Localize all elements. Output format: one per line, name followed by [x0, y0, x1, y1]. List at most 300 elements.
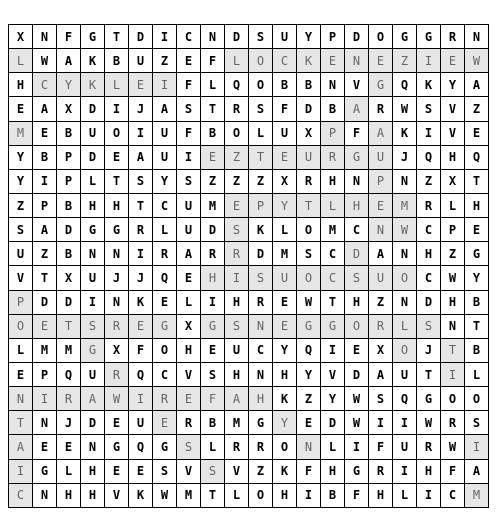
letter-cell[interactable]: P	[57, 145, 81, 169]
letter-cell[interactable]: N	[33, 25, 57, 49]
letter-cell[interactable]: I	[417, 483, 441, 507]
letter-cell[interactable]: F	[273, 97, 297, 121]
letter-cell[interactable]: Y	[273, 411, 297, 435]
letter-cell[interactable]: U	[225, 338, 249, 362]
letter-cell[interactable]: U	[393, 435, 417, 459]
letter-cell[interactable]: H	[441, 290, 465, 314]
letter-cell[interactable]: D	[297, 97, 321, 121]
letter-cell[interactable]: I	[345, 435, 369, 459]
letter-cell[interactable]: L	[273, 218, 297, 242]
letter-cell[interactable]: L	[393, 314, 417, 338]
letter-cell[interactable]: V	[321, 362, 345, 386]
letter-cell[interactable]: Q	[57, 362, 81, 386]
letter-cell[interactable]: P	[441, 218, 465, 242]
letter-cell[interactable]: D	[81, 411, 105, 435]
letter-cell[interactable]: L	[465, 362, 489, 386]
letter-cell[interactable]: I	[81, 290, 105, 314]
letter-cell[interactable]: B	[57, 193, 81, 217]
letter-cell[interactable]: G	[393, 25, 417, 49]
letter-cell[interactable]: N	[321, 73, 345, 97]
letter-cell[interactable]: F	[201, 49, 225, 73]
letter-cell[interactable]: G	[417, 25, 441, 49]
letter-cell[interactable]: H	[273, 483, 297, 507]
letter-cell[interactable]: N	[297, 435, 321, 459]
letter-cell[interactable]: D	[81, 97, 105, 121]
letter-cell[interactable]: N	[369, 218, 393, 242]
letter-cell[interactable]: G	[105, 218, 129, 242]
letter-cell[interactable]: O	[297, 266, 321, 290]
letter-cell[interactable]: H	[225, 290, 249, 314]
letter-cell[interactable]: O	[249, 73, 273, 97]
letter-cell[interactable]: B	[33, 145, 57, 169]
letter-cell[interactable]: P	[9, 290, 33, 314]
letter-cell[interactable]: Y	[9, 169, 33, 193]
letter-cell[interactable]: R	[441, 25, 465, 49]
letter-cell[interactable]: B	[321, 97, 345, 121]
letter-cell[interactable]: E	[33, 435, 57, 459]
letter-cell[interactable]: L	[153, 218, 177, 242]
letter-cell[interactable]: V	[441, 121, 465, 145]
letter-cell[interactable]: D	[201, 218, 225, 242]
letter-cell[interactable]: R	[369, 314, 393, 338]
letter-cell[interactable]: G	[369, 73, 393, 97]
letter-cell[interactable]: K	[129, 483, 153, 507]
letter-cell[interactable]: F	[129, 338, 153, 362]
letter-cell[interactable]: H	[201, 266, 225, 290]
letter-cell[interactable]: Q	[393, 73, 417, 97]
letter-cell[interactable]: O	[393, 266, 417, 290]
letter-cell[interactable]: R	[225, 242, 249, 266]
letter-cell[interactable]: J	[129, 97, 153, 121]
letter-cell[interactable]: I	[9, 459, 33, 483]
letter-cell[interactable]: T	[465, 314, 489, 338]
letter-cell[interactable]: T	[249, 145, 273, 169]
letter-cell[interactable]: I	[393, 459, 417, 483]
letter-cell[interactable]: M	[225, 411, 249, 435]
letter-cell[interactable]: Z	[225, 169, 249, 193]
letter-cell[interactable]: I	[441, 362, 465, 386]
letter-cell[interactable]: C	[417, 218, 441, 242]
letter-cell[interactable]: V	[345, 73, 369, 97]
letter-cell[interactable]: P	[33, 362, 57, 386]
letter-cell[interactable]: O	[465, 387, 489, 411]
letter-cell[interactable]: K	[417, 73, 441, 97]
letter-cell[interactable]: W	[441, 266, 465, 290]
letter-cell[interactable]: A	[57, 49, 81, 73]
letter-cell[interactable]: B	[321, 483, 345, 507]
letter-cell[interactable]: R	[369, 97, 393, 121]
letter-cell[interactable]: U	[153, 121, 177, 145]
letter-cell[interactable]: J	[393, 145, 417, 169]
letter-cell[interactable]: Z	[417, 169, 441, 193]
letter-cell[interactable]: G	[81, 218, 105, 242]
letter-cell[interactable]: S	[249, 97, 273, 121]
letter-cell[interactable]: U	[177, 193, 201, 217]
letter-cell[interactable]: M	[201, 193, 225, 217]
letter-cell[interactable]: I	[417, 49, 441, 73]
letter-cell[interactable]: Q	[129, 435, 153, 459]
letter-cell[interactable]: V	[225, 459, 249, 483]
letter-cell[interactable]: D	[321, 411, 345, 435]
letter-cell[interactable]: Z	[249, 459, 273, 483]
letter-cell[interactable]: N	[81, 435, 105, 459]
letter-cell[interactable]: G	[33, 459, 57, 483]
letter-cell[interactable]: G	[105, 435, 129, 459]
letter-cell[interactable]: D	[33, 290, 57, 314]
letter-cell[interactable]: Y	[57, 73, 81, 97]
letter-cell[interactable]: N	[33, 483, 57, 507]
letter-cell[interactable]: G	[153, 435, 177, 459]
letter-cell[interactable]: E	[345, 338, 369, 362]
letter-cell[interactable]: S	[81, 314, 105, 338]
letter-cell[interactable]: J	[57, 411, 81, 435]
letter-cell[interactable]: C	[153, 193, 177, 217]
letter-cell[interactable]: Y	[297, 362, 321, 386]
letter-cell[interactable]: Y	[273, 338, 297, 362]
letter-cell[interactable]: N	[81, 242, 105, 266]
letter-cell[interactable]: K	[129, 290, 153, 314]
letter-cell[interactable]: L	[321, 193, 345, 217]
letter-cell[interactable]: N	[393, 242, 417, 266]
letter-cell[interactable]: C	[153, 362, 177, 386]
letter-cell[interactable]: O	[153, 338, 177, 362]
letter-cell[interactable]: J	[129, 266, 153, 290]
letter-cell[interactable]: Q	[129, 362, 153, 386]
letter-cell[interactable]: L	[9, 338, 33, 362]
letter-cell[interactable]: E	[273, 314, 297, 338]
letter-cell[interactable]: W	[465, 49, 489, 73]
letter-cell[interactable]: R	[105, 362, 129, 386]
letter-cell[interactable]: F	[177, 121, 201, 145]
letter-cell[interactable]: N	[345, 169, 369, 193]
letter-cell[interactable]: G	[345, 459, 369, 483]
letter-cell[interactable]: L	[321, 435, 345, 459]
letter-cell[interactable]: X	[177, 314, 201, 338]
letter-cell[interactable]: W	[393, 218, 417, 242]
letter-cell[interactable]: N	[33, 411, 57, 435]
letter-cell[interactable]: O	[249, 49, 273, 73]
letter-cell[interactable]: I	[225, 266, 249, 290]
letter-cell[interactable]: Z	[297, 387, 321, 411]
letter-cell[interactable]: E	[105, 145, 129, 169]
letter-cell[interactable]: S	[225, 314, 249, 338]
letter-cell[interactable]: R	[369, 459, 393, 483]
letter-cell[interactable]: C	[249, 338, 273, 362]
letter-cell[interactable]: Y	[441, 73, 465, 97]
letter-cell[interactable]: E	[105, 411, 129, 435]
letter-cell[interactable]: Z	[201, 169, 225, 193]
letter-cell[interactable]: Q	[465, 145, 489, 169]
letter-cell[interactable]: P	[57, 169, 81, 193]
letter-cell[interactable]: E	[57, 435, 81, 459]
letter-cell[interactable]: L	[105, 73, 129, 97]
letter-cell[interactable]: G	[201, 314, 225, 338]
letter-cell[interactable]: B	[297, 73, 321, 97]
letter-cell[interactable]: F	[345, 483, 369, 507]
letter-cell[interactable]: H	[81, 483, 105, 507]
letter-cell[interactable]: N	[441, 314, 465, 338]
letter-cell[interactable]: E	[369, 49, 393, 73]
letter-cell[interactable]: R	[249, 290, 273, 314]
letter-cell[interactable]: T	[129, 193, 153, 217]
letter-cell[interactable]: G	[345, 145, 369, 169]
letter-cell[interactable]: D	[345, 242, 369, 266]
letter-cell[interactable]: L	[225, 483, 249, 507]
letter-cell[interactable]: H	[177, 338, 201, 362]
letter-cell[interactable]: U	[81, 121, 105, 145]
letter-cell[interactable]: F	[441, 459, 465, 483]
letter-cell[interactable]: T	[321, 290, 345, 314]
letter-cell[interactable]: U	[297, 145, 321, 169]
letter-cell[interactable]: R	[105, 314, 129, 338]
letter-cell[interactable]: B	[465, 338, 489, 362]
letter-cell[interactable]: S	[177, 435, 201, 459]
letter-cell[interactable]: K	[297, 49, 321, 73]
letter-cell[interactable]: Y	[297, 25, 321, 49]
letter-cell[interactable]: S	[201, 459, 225, 483]
letter-cell[interactable]: O	[345, 314, 369, 338]
letter-cell[interactable]: S	[9, 218, 33, 242]
letter-cell[interactable]: G	[297, 314, 321, 338]
letter-cell[interactable]: O	[225, 121, 249, 145]
letter-cell[interactable]: A	[369, 121, 393, 145]
letter-cell[interactable]: A	[369, 362, 393, 386]
letter-cell[interactable]: Y	[273, 193, 297, 217]
letter-cell[interactable]: D	[345, 25, 369, 49]
letter-cell[interactable]: R	[321, 145, 345, 169]
letter-cell[interactable]: I	[33, 169, 57, 193]
letter-cell[interactable]: E	[153, 290, 177, 314]
letter-cell[interactable]: A	[33, 97, 57, 121]
letter-cell[interactable]: O	[297, 218, 321, 242]
letter-cell[interactable]: H	[225, 362, 249, 386]
letter-cell[interactable]: Y	[465, 266, 489, 290]
letter-cell[interactable]: T	[201, 97, 225, 121]
letter-cell[interactable]: F	[345, 121, 369, 145]
letter-cell[interactable]: T	[201, 483, 225, 507]
letter-cell[interactable]: C	[345, 218, 369, 242]
letter-cell[interactable]: R	[57, 387, 81, 411]
letter-cell[interactable]: I	[393, 411, 417, 435]
letter-cell[interactable]: N	[465, 25, 489, 49]
letter-cell[interactable]: M	[465, 483, 489, 507]
letter-cell[interactable]: W	[393, 97, 417, 121]
letter-cell[interactable]: Q	[297, 338, 321, 362]
letter-cell[interactable]: O	[249, 483, 273, 507]
letter-cell[interactable]: M	[321, 218, 345, 242]
letter-cell[interactable]: C	[9, 483, 33, 507]
letter-cell[interactable]: S	[225, 218, 249, 242]
letter-cell[interactable]: S	[129, 169, 153, 193]
letter-cell[interactable]: E	[201, 145, 225, 169]
letter-cell[interactable]: N	[249, 314, 273, 338]
letter-cell[interactable]: H	[249, 387, 273, 411]
letter-cell[interactable]: E	[273, 290, 297, 314]
letter-cell[interactable]: F	[57, 25, 81, 49]
letter-cell[interactable]: S	[249, 25, 273, 49]
letter-cell[interactable]: W	[345, 411, 369, 435]
letter-cell[interactable]: D	[249, 242, 273, 266]
letter-cell[interactable]: Q	[393, 387, 417, 411]
letter-cell[interactable]: Z	[33, 242, 57, 266]
letter-cell[interactable]: X	[57, 266, 81, 290]
letter-cell[interactable]: T	[57, 314, 81, 338]
letter-cell[interactable]: E	[321, 49, 345, 73]
letter-cell[interactable]: B	[105, 49, 129, 73]
letter-cell[interactable]: O	[273, 435, 297, 459]
letter-cell[interactable]: H	[465, 193, 489, 217]
letter-cell[interactable]: M	[33, 338, 57, 362]
letter-cell[interactable]: E	[129, 459, 153, 483]
letter-cell[interactable]: G	[81, 25, 105, 49]
letter-cell[interactable]: M	[57, 338, 81, 362]
letter-cell[interactable]: L	[249, 121, 273, 145]
letter-cell[interactable]: E	[177, 387, 201, 411]
letter-cell[interactable]: V	[177, 362, 201, 386]
letter-cell[interactable]: I	[129, 242, 153, 266]
letter-cell[interactable]: S	[153, 459, 177, 483]
letter-cell[interactable]: H	[105, 193, 129, 217]
letter-cell[interactable]: A	[33, 218, 57, 242]
letter-cell[interactable]: E	[297, 411, 321, 435]
letter-cell[interactable]: S	[465, 411, 489, 435]
letter-cell[interactable]: S	[177, 169, 201, 193]
letter-cell[interactable]: L	[9, 49, 33, 73]
letter-cell[interactable]: N	[249, 362, 273, 386]
letter-cell[interactable]: I	[417, 121, 441, 145]
letter-cell[interactable]: Z	[441, 242, 465, 266]
letter-cell[interactable]: C	[321, 242, 345, 266]
letter-cell[interactable]: S	[177, 97, 201, 121]
letter-cell[interactable]: R	[249, 435, 273, 459]
letter-cell[interactable]: G	[153, 314, 177, 338]
letter-cell[interactable]: Z	[9, 193, 33, 217]
letter-cell[interactable]: H	[441, 145, 465, 169]
letter-cell[interactable]: I	[153, 25, 177, 49]
letter-cell[interactable]: U	[273, 266, 297, 290]
letter-cell[interactable]: P	[369, 169, 393, 193]
letter-cell[interactable]: A	[81, 387, 105, 411]
letter-cell[interactable]: H	[321, 459, 345, 483]
letter-cell[interactable]: D	[345, 362, 369, 386]
letter-cell[interactable]: L	[201, 73, 225, 97]
letter-cell[interactable]: M	[273, 242, 297, 266]
letter-cell[interactable]: N	[105, 242, 129, 266]
letter-cell[interactable]: T	[33, 266, 57, 290]
letter-cell[interactable]: M	[177, 483, 201, 507]
letter-cell[interactable]: J	[105, 266, 129, 290]
letter-cell[interactable]: R	[225, 435, 249, 459]
letter-cell[interactable]: G	[249, 411, 273, 435]
letter-cell[interactable]: T	[105, 169, 129, 193]
letter-cell[interactable]: I	[105, 97, 129, 121]
letter-cell[interactable]: Q	[225, 73, 249, 97]
letter-cell[interactable]: T	[105, 25, 129, 49]
letter-cell[interactable]: Y	[9, 145, 33, 169]
letter-cell[interactable]: U	[81, 362, 105, 386]
letter-cell[interactable]: U	[129, 49, 153, 73]
letter-cell[interactable]: R	[441, 411, 465, 435]
letter-cell[interactable]: C	[321, 266, 345, 290]
letter-cell[interactable]: R	[201, 242, 225, 266]
letter-cell[interactable]: E	[33, 314, 57, 338]
letter-cell[interactable]: S	[369, 387, 393, 411]
letter-cell[interactable]: W	[297, 290, 321, 314]
letter-cell[interactable]: C	[177, 25, 201, 49]
letter-cell[interactable]: H	[273, 362, 297, 386]
letter-cell[interactable]: S	[417, 314, 441, 338]
letter-cell[interactable]: T	[441, 338, 465, 362]
letter-cell[interactable]: K	[81, 49, 105, 73]
letter-cell[interactable]: Y	[153, 169, 177, 193]
letter-cell[interactable]: A	[465, 459, 489, 483]
letter-cell[interactable]: K	[273, 459, 297, 483]
letter-cell[interactable]: Z	[393, 49, 417, 73]
letter-cell[interactable]: O	[393, 338, 417, 362]
letter-cell[interactable]: H	[321, 169, 345, 193]
letter-cell[interactable]: R	[153, 242, 177, 266]
letter-cell[interactable]: T	[465, 169, 489, 193]
letter-cell[interactable]: X	[9, 25, 33, 49]
letter-cell[interactable]: B	[57, 242, 81, 266]
letter-cell[interactable]: E	[105, 459, 129, 483]
letter-cell[interactable]: D	[81, 145, 105, 169]
letter-cell[interactable]: N	[201, 25, 225, 49]
letter-cell[interactable]: Z	[153, 49, 177, 73]
letter-cell[interactable]: R	[297, 169, 321, 193]
letter-cell[interactable]: I	[201, 290, 225, 314]
letter-cell[interactable]: D	[225, 25, 249, 49]
letter-cell[interactable]: O	[9, 314, 33, 338]
letter-cell[interactable]: K	[393, 121, 417, 145]
letter-cell[interactable]: B	[201, 411, 225, 435]
letter-cell[interactable]: N	[393, 290, 417, 314]
letter-cell[interactable]: C	[33, 73, 57, 97]
letter-cell[interactable]: G	[321, 314, 345, 338]
letter-cell[interactable]: Z	[225, 145, 249, 169]
letter-cell[interactable]: I	[369, 411, 393, 435]
letter-cell[interactable]: R	[417, 193, 441, 217]
letter-cell[interactable]: F	[177, 73, 201, 97]
letter-cell[interactable]: U	[369, 266, 393, 290]
letter-cell[interactable]: K	[273, 387, 297, 411]
letter-cell[interactable]: D	[57, 290, 81, 314]
letter-cell[interactable]: E	[369, 193, 393, 217]
letter-cell[interactable]: M	[9, 121, 33, 145]
letter-cell[interactable]: F	[201, 387, 225, 411]
letter-cell[interactable]: A	[225, 387, 249, 411]
letter-cell[interactable]: D	[129, 25, 153, 49]
letter-cell[interactable]: L	[393, 483, 417, 507]
letter-cell[interactable]: P	[321, 25, 345, 49]
letter-cell[interactable]: T	[417, 362, 441, 386]
letter-cell[interactable]: U	[81, 266, 105, 290]
letter-cell[interactable]: S	[201, 362, 225, 386]
letter-cell[interactable]: A	[465, 73, 489, 97]
letter-cell[interactable]: H	[369, 483, 393, 507]
letter-cell[interactable]: E	[153, 411, 177, 435]
letter-cell[interactable]: E	[225, 193, 249, 217]
letter-cell[interactable]: H	[417, 242, 441, 266]
letter-cell[interactable]: O	[441, 387, 465, 411]
letter-cell[interactable]: Q	[153, 266, 177, 290]
letter-cell[interactable]: R	[153, 387, 177, 411]
letter-cell[interactable]: N	[105, 290, 129, 314]
letter-cell[interactable]: W	[345, 387, 369, 411]
letter-cell[interactable]: C	[273, 49, 297, 73]
letter-cell[interactable]: C	[417, 266, 441, 290]
letter-cell[interactable]: L	[225, 49, 249, 73]
